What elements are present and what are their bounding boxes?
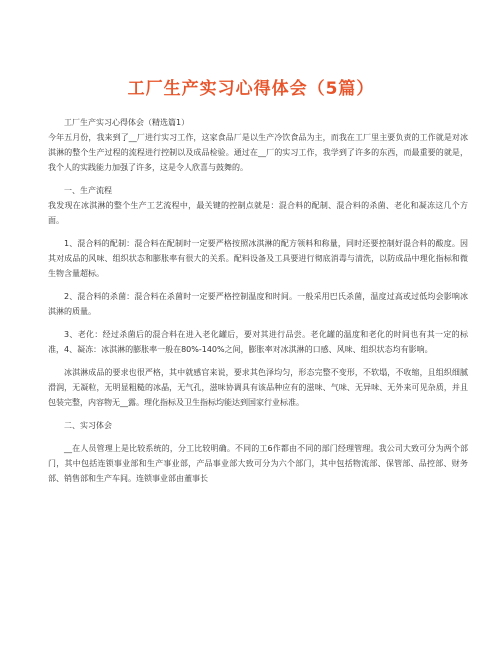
paragraph: 冰淇淋成品的要求也很严格，其中就感官来说，要求其色泽均匀，形态完整不变形，不软塌，不收缩，且组织细腻滑润，无凝粒，无明显粗糙的冰晶，无气孔，滋味协调具有该品种应有的滋味、气味、无异味、无外来可见杂质，并且包装完整，内容物无__露。理化指标及卫生指标均能达到国家行业标准。 xyxy=(48,368,468,407)
paragraph: __在人员管理上是比较系统的，分工比较明确。不同的工6作都由不同的部门经理管理。我公司大致可分为两个部门，其中包括连锁事业部和生产事业部，产品事业部大致可分为六个部门，其中包括物流部、保管部、品控部、财务部、销售部和生产车间。连锁事业部由董事长 xyxy=(48,444,468,483)
paragraph: 今年五月份，我来到了__厂进行实习工作，这家食品厂是以生产冷饮食品为主，而我在工厂里主要负责的工作就是对冰淇淋的整个生产过程的流程进行控制以及成品检验。通过在__厂的实习工作，我学到了许多的东西，而最重要的就是，我个人的实践能力加强了许多，这是令人欣喜与鼓舞的。 xyxy=(48,133,468,172)
paragraph: 我发现在冰淇淋的整个生产工艺流程中，最关键的控制点就是：混合料的配制、混合料的杀菌、老化和凝冻这几个方面。 xyxy=(48,201,468,225)
paragraph: 2、混合料的杀菌：混合料在杀菌时一定要严格控制温度和时间。一般采用巴氏杀菌，温度过高或过低均会影响冰淇淋的质量。 xyxy=(48,292,468,316)
section-subtitle: 工厂生产实习心得体会（精选篇1） xyxy=(64,118,190,127)
section-heading: 一、生产流程 xyxy=(64,186,112,195)
paragraph: 3、老化：经过杀菌后的混合料在进入老化罐后，要对其进行品尝。老化罐的温度和老化的时间也有其一定的标准，4、凝冻：冰淇淋的膨胀率一般在80%-140%之间，膨胀率对冰淇淋的口感、风味、组织状态均有影响。 xyxy=(48,330,468,354)
document-title: 工厂生产实习心得体会（5篇） xyxy=(127,79,375,99)
section-heading: 二、实习体会 xyxy=(64,421,112,430)
document-body xyxy=(48,115,468,486)
paragraph: 1、混合料的配制：混合料在配制时一定要严格按照冰淇淋的配方领料和称量，同时还要控制好混合料的酸度。因其对成品的风味、组织状态和膨胀率有很大的关系。配料设备及工具要进行彻底消毒与清洗，以防成品中理化指标和微生物含量超标。 xyxy=(48,239,468,278)
